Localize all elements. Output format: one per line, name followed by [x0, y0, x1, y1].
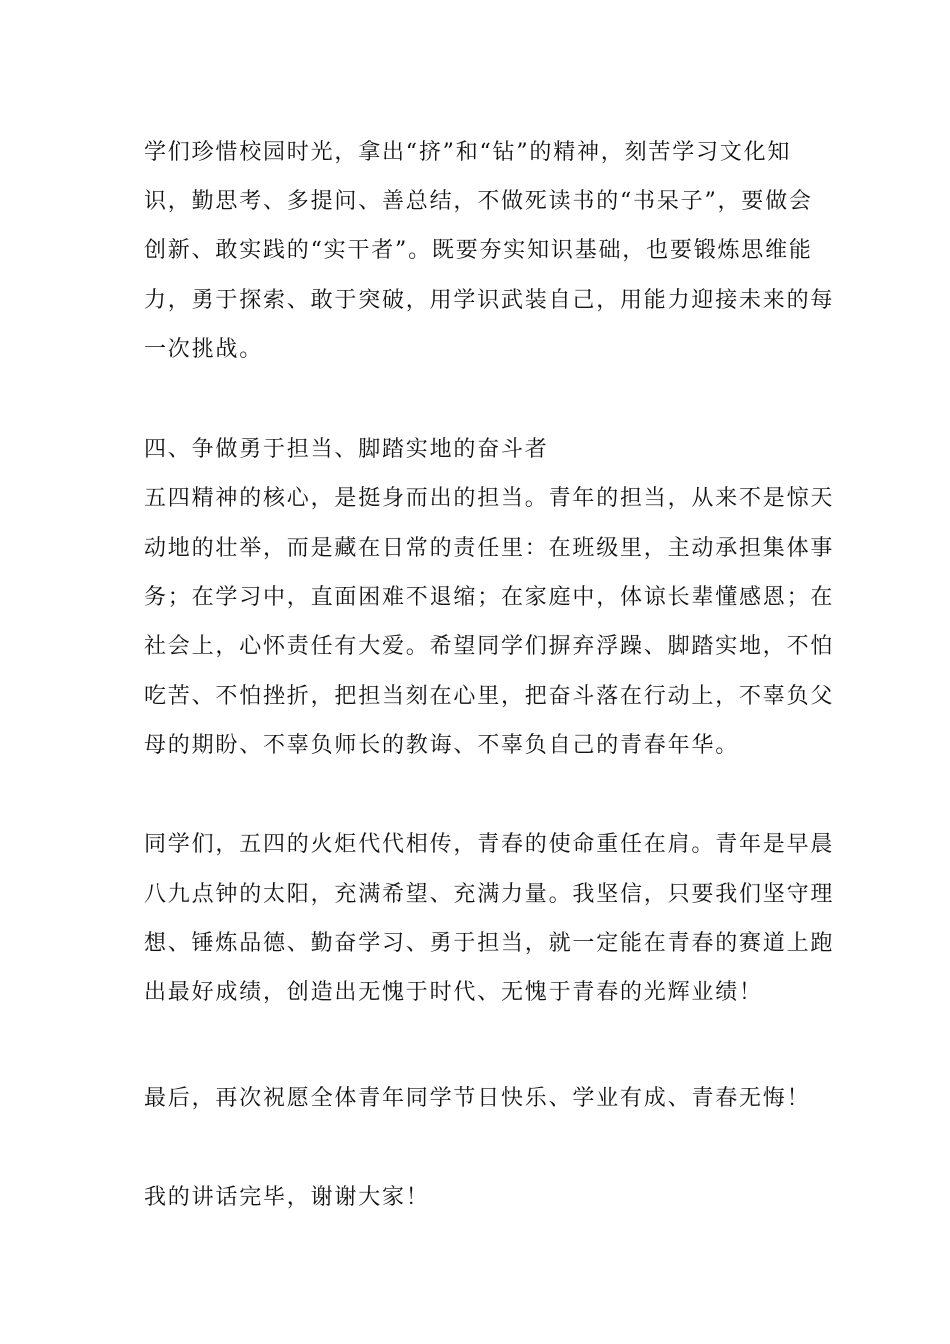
- paragraph-line: 力，勇于探索、敢于突破，用学识武装自己，用能力迎接未来的每: [144, 288, 835, 313]
- paragraph-line: 出最好成绩，创造出无愧于时代、无愧于青春的光辉业绩！: [144, 980, 763, 1005]
- paragraph-line: 社会上，心怀责任有大爱。希望同学们摒弃浮躁、脚踏实地，不怕: [144, 634, 835, 659]
- paragraph-line: 务；在学习中，直面困难不退缩；在家庭中，体谅长辈懂感恩；在: [144, 585, 835, 610]
- section-heading: 四、争做勇于担当、脚踏实地的奋斗者: [144, 437, 549, 462]
- wishes-line: 最后，再次祝愿全体青年同学节日快乐、学业有成、青春无悔！: [144, 1086, 811, 1111]
- paragraph-line: 一次挑战。: [144, 337, 264, 362]
- ending-line: 我的讲话完毕，谢谢大家！: [144, 1185, 430, 1210]
- paragraph-line: 创新、敢实践的“实干者”。既要夯实知识基础，也要锻炼思维能: [144, 238, 813, 263]
- paragraph-line: 母的期盼、不辜负师长的教诲、不辜负自己的青春年华。: [144, 733, 740, 758]
- paragraph-line: 八九点钟的太阳，充满希望、充满力量。我坚信，只要我们坚守理: [144, 882, 835, 907]
- paragraph-line: 同学们，五四的火炬代代相传，青春的使命重任在肩。青年是早晨: [144, 832, 835, 857]
- paragraph-line: 想、锤炼品德、勤奋学习、勇于担当，就一定能在青春的赛道上跑: [144, 931, 835, 956]
- paragraph-line: 五四精神的核心，是挺身而出的担当。青年的担当，从来不是惊天: [144, 486, 835, 511]
- paragraph-line: 吃苦、不怕挫折，把担当刻在心里，把奋斗落在行动上，不辜负父: [144, 684, 835, 709]
- paragraph-line: 识，勤思考、多提问、善总结，不做死读书的“书呆子”，要做会: [144, 189, 813, 214]
- paragraph-line: 动地的壮举，而是藏在日常的责任里：在班级里，主动承担集体事: [144, 536, 835, 561]
- paragraph-line: 学们珍惜校园时光，拿出“挤”和“钻”的精神，刻苦学习文化知: [144, 140, 792, 165]
